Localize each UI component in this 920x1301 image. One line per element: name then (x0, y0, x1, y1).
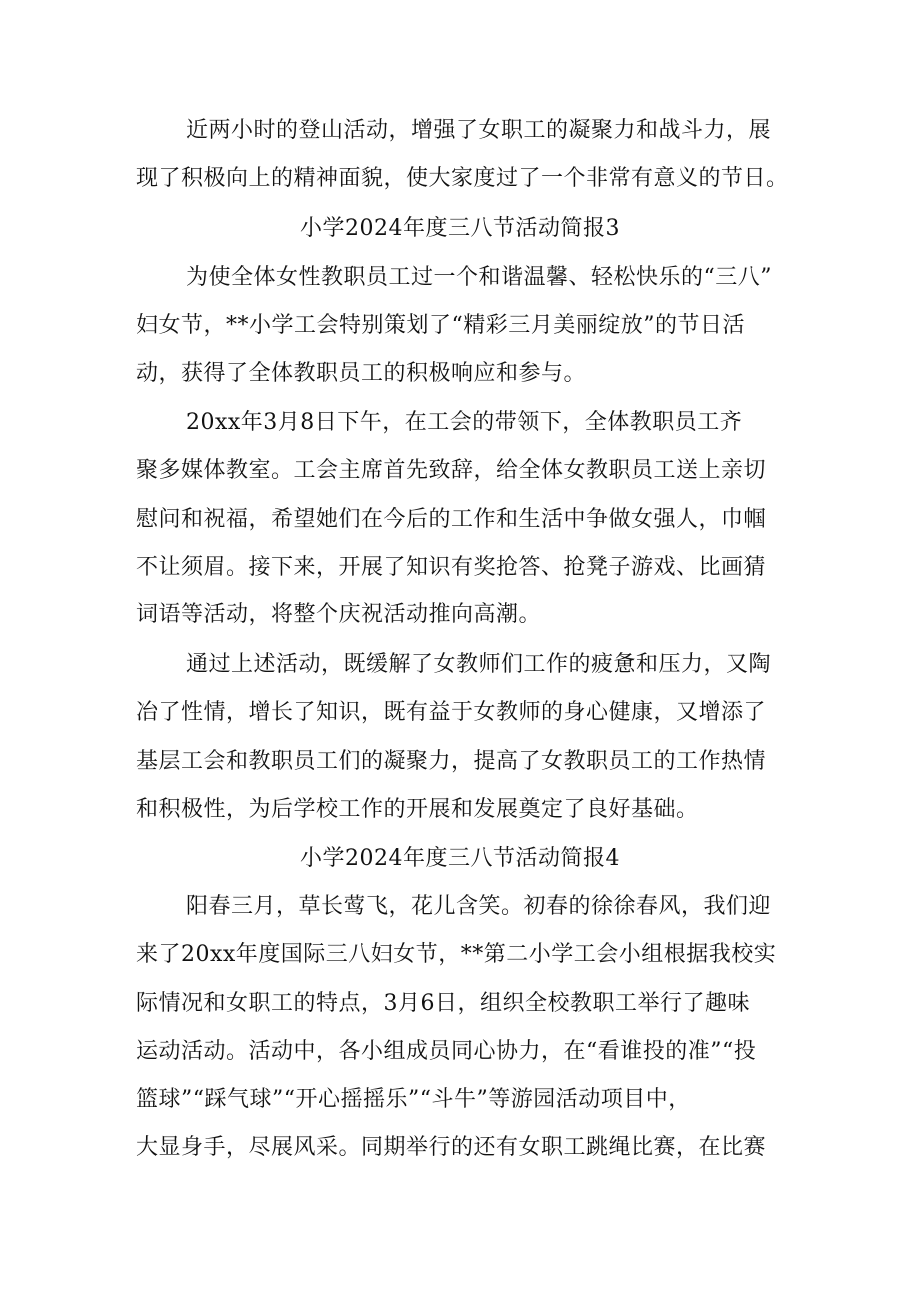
paragraph-line: 篮球”“踩气球”“开心摇摇乐”“斗牛”等游园活动项目中， (136, 1087, 691, 1112)
paragraph-line: 基层工会和教职员工们的凝聚力，提高了女教职员工的工作热情 (136, 749, 767, 774)
paragraph-line: 近两小时的登山活动，增强了女职工的凝聚力和战斗力，展 (186, 118, 772, 143)
paragraph-line: 不让须眉。接下来，开展了知识有奖抢答、抢凳子游戏、比画猜 (136, 555, 767, 580)
paragraph-line: 词语等活动，将整个庆祝活动推向高潮。 (136, 602, 542, 627)
paragraph-line: 现了积极向上的精神面貌，使大家度过了一个非常有意义的节日。 (136, 166, 789, 191)
paragraph-line: 动，获得了全体教职员工的积极响应和参与。 (136, 361, 587, 386)
paragraph-line: 聚多媒体教室。工会主席首先致辞，给全体女教职员工送上亲切 (136, 458, 767, 483)
paragraph-line: 冶了性情，增长了知识，既有益于女教师的身心健康，又增添了 (136, 700, 767, 725)
paragraph-line: 和积极性，为后学校工作的开展和发展奠定了良好基础。 (136, 797, 699, 822)
paragraph-line: 20xx年3月8日下午，在工会的带领下，全体教职员工齐 (186, 410, 743, 435)
paragraph-line: 际情况和女职工的特点，3月6日，组织全校教职工举行了趣味 (136, 991, 750, 1016)
paragraph-line: 大显身手，尽展风采。同期举行的还有女职工跳绳比赛，在比赛 (136, 1135, 767, 1160)
paragraph-line: 阳春三月，草长莺飞，花儿含笑。初春的徐徐春风，我们迎 (186, 894, 772, 919)
paragraph-line: 为使全体女性教职员工过一个和谐温馨、轻松快乐的“三八” (186, 265, 772, 290)
paragraph-line: 来了20xx年度国际三八妇女节，**第二小学工会小组根据我校实 (136, 942, 777, 967)
section-heading-3: 小学2024年度三八节活动简报3 (300, 216, 620, 241)
paragraph-line: 通过上述活动，既缓解了女教师们工作的疲惫和压力，又陶 (186, 652, 772, 677)
paragraph-line: 运动活动。活动中，各小组成员同心协力，在“看谁投的准”“投 (136, 1039, 757, 1064)
paragraph-line: 慰问和祝福，希望她们在今后的工作和生活中争做女强人，巾帼 (136, 507, 767, 532)
paragraph-line: 妇女节，**小学工会特别策划了“精彩三月美丽绽放”的节日活 (136, 313, 745, 338)
section-heading-4: 小学2024年度三八节活动简报4 (300, 846, 620, 871)
